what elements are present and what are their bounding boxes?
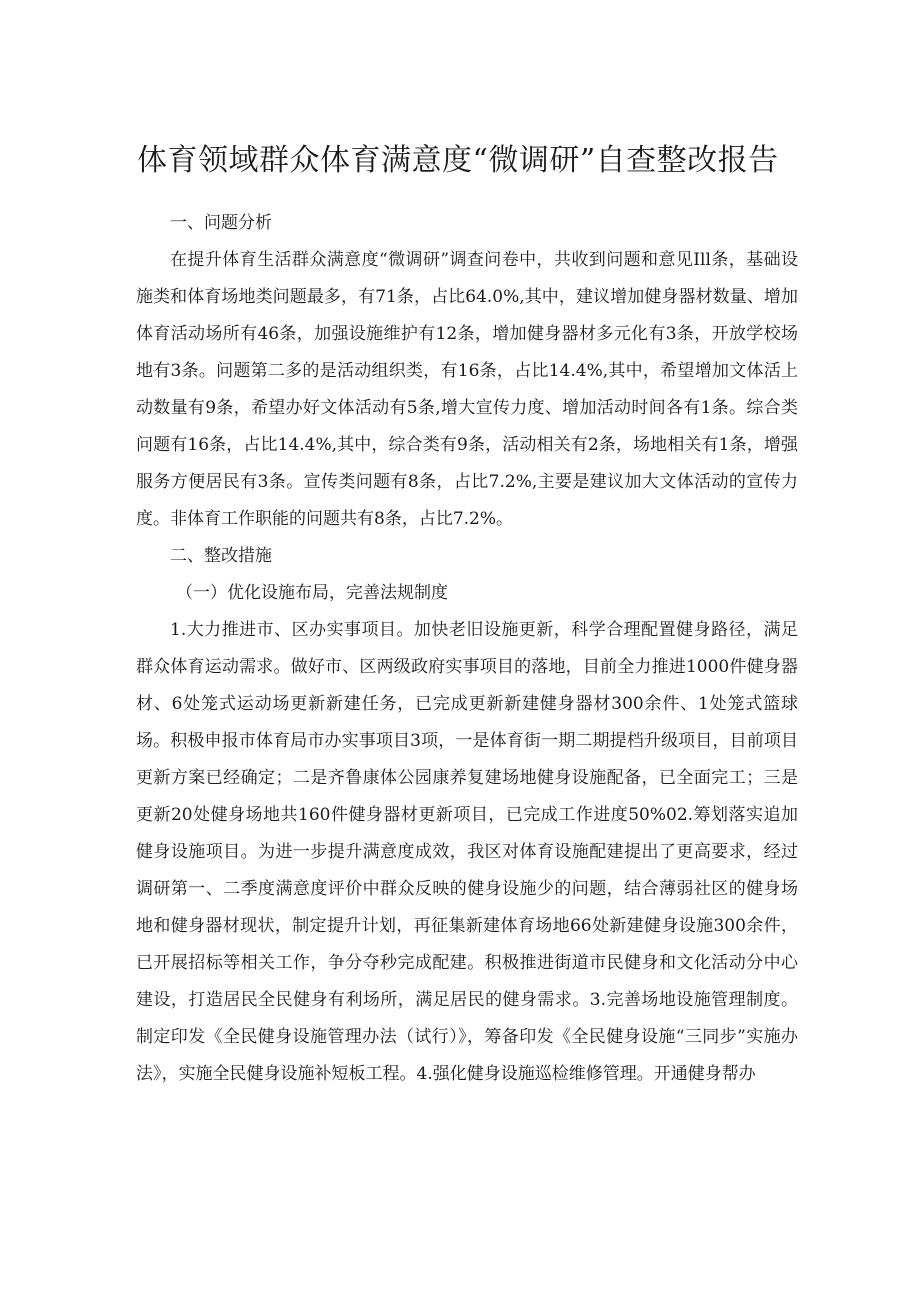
section-heading-problem-analysis: 一、问题分析 <box>170 213 272 233</box>
document-body <box>136 205 798 1093</box>
subsection-heading-optimize-facilities: （一）优化设施布局，完善法规制度 <box>176 583 448 603</box>
paragraph-facility-projects: 1.大力推进市、区办实事项目。加快老旧设施更新，科学合理配置健身路径，满足群众体育运动需求。做好市、区两级政府实事项目的落地，目前全力推进1000件健身器材、6处笼式运动场更新新建任务，已完成更新新建健身器材300余件、1处笼式篮球场。积极申报市体育局市办实事项目3项，一是体育街一期二期提档升级项目，目前项目更新方案已经确定；二是齐鲁康体公园康养复建场地健身设施配备，已全面完工；三是更新20处健身场地共160件健身器材更新项目，已完成工作进度50%02.筹划落实追加健身设施项目。为进一步提升满意度成效，我区对体育设施配建提出了更高要求，经过调研第一、二季度满意度评价中群众反映的健身设施少的问题，结合薄弱社区的健身场地和健身器材现状，制定提升计划，再征集新建体育场地66处新建健身设施300余件，已开展招标等相关工作，争分夺秒完成配建。积极推进街道市民健身和文化活动分中心建设，打造居民全民健身有利场所，满足居民的健身需求。3.完善场地设施管理制度。制定印发《全民健身设施管理办法（试行）》，筹备印发《全民健身设施“三同步”实施办法》，实施全民健身设施补短板工程。4.强化健身设施巡检维修管理。开通健身帮办 <box>136 620 798 1084</box>
paragraph-problem-analysis: 在提升体育生活群众满意度“微调研”调查问卷中，共收到问题和意见Ill条，基础设施类和体育场地类问题最多，有71条，占比64.0%,其中，建议增加健身器材数量、增加体育活动场所有46条，加强设施维护有12条，增加健身器材多元化有3条，开放学校场地有3条。问题第二多的是活动组织类，有16条，占比14.4%,其中，希望增加文体活上动数量有9条，希望办好文体活动有5条,增大宣传力度、增加活动时间各有1条。综合类问题有16条，占比14.4%,其中，综合类有9条，活动相关有2条，场地相关有1条，增强服务方便居民有3条。宣传类问题有8条，占比7.2%,主要是建议加大文体活动的宣传力度。非体育工作职能的问题共有8条，占比7.2%。 <box>136 250 798 529</box>
document-title: 体育领域群众体育满意度“微调研”自查整改报告 <box>137 143 779 178</box>
section-heading-rectification-measures: 二、整改措施 <box>170 546 272 566</box>
